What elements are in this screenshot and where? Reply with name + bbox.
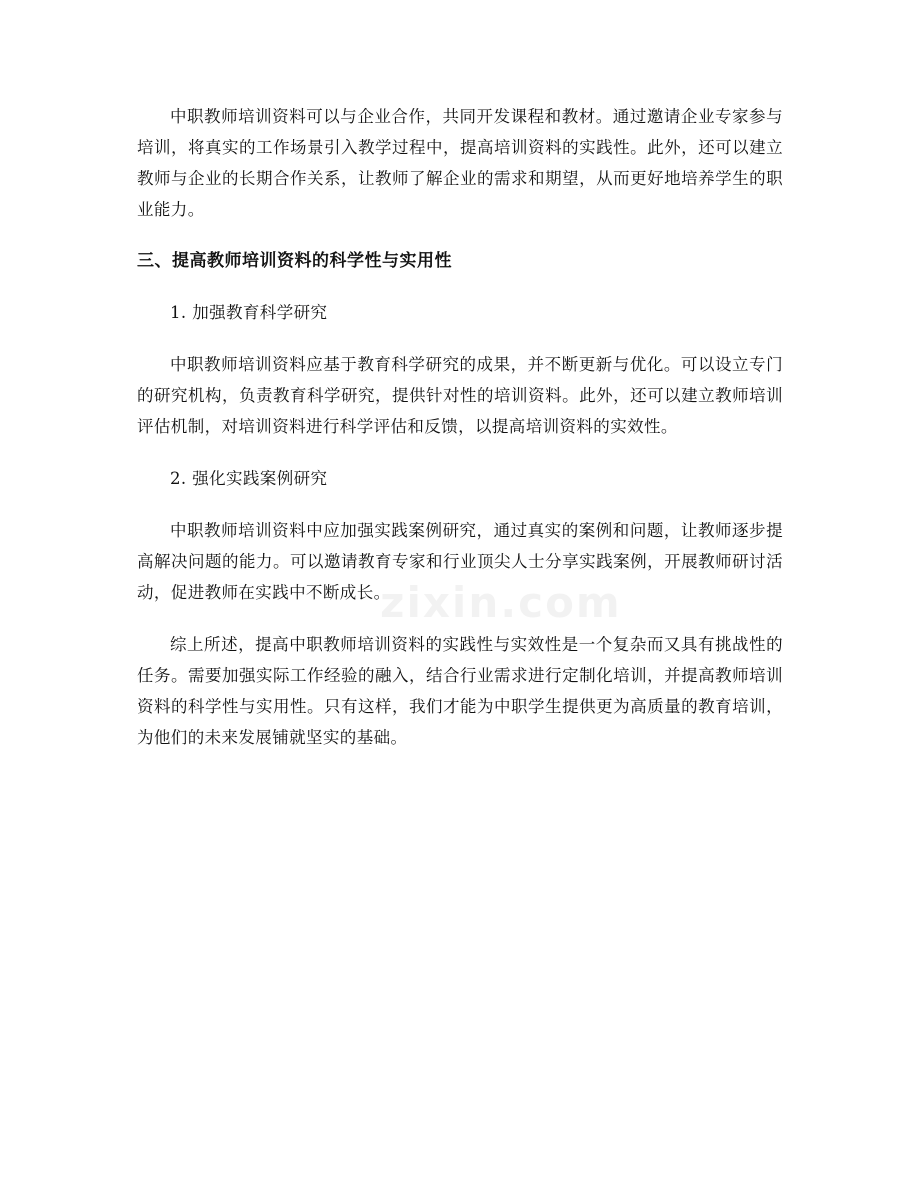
section-heading-3: 三、提高教师培训资料的科学性与实用性 bbox=[137, 251, 452, 271]
document-body bbox=[137, 101, 783, 774]
subheading-1: 1. 加强教育科学研究 bbox=[170, 303, 328, 322]
paragraph-education-research: 中职教师培训资料应基于教育科学研究的成果，并不断更新与优化。可以设立专门的研究机构，负责教育科学研究，提供针对性的培训资料。此外，还可以建立教师培训评估机制，对培训资料进行科学评估和反馈，以提高培训资料的实效性。 bbox=[137, 355, 783, 436]
watermark: zixin.com bbox=[380, 578, 622, 627]
paragraph-conclusion: 综上所述，提高中职教师培训资料的实践性与实效性是一个复杂而又具有挑战性的任务。需要加强实际工作经验的融入，结合行业需求进行定制化培训，并提高教师培训资料的科学性与实用性。只有这样，我们才能为中职学生提供更为高质量的教育培训，为他们的未来发展铺就坚实的基础。 bbox=[137, 635, 783, 747]
subheading-2: 2. 强化实践案例研究 bbox=[170, 469, 328, 488]
paragraph-enterprise-cooperation: 中职教师培训资料可以与企业合作，共同开发课程和教材。通过邀请企业专家参与培训，将真实的工作场景引入教学过程中，提高培训资料的实践性。此外，还可以建立教师与企业的长期合作关系，让教师了解企业的需求和期望，从而更好地培养学生的职业能力。 bbox=[137, 107, 783, 219]
paragraph-case-study: 中职教师培训资料中应加强实践案例研究，通过真实的案例和问题，让教师逐步提高解决问题的能力。可以邀请教育专家和行业顶尖人士分享实践案例，开展教师研讨活动，促进教师在实践中不断成长。 bbox=[137, 521, 783, 602]
